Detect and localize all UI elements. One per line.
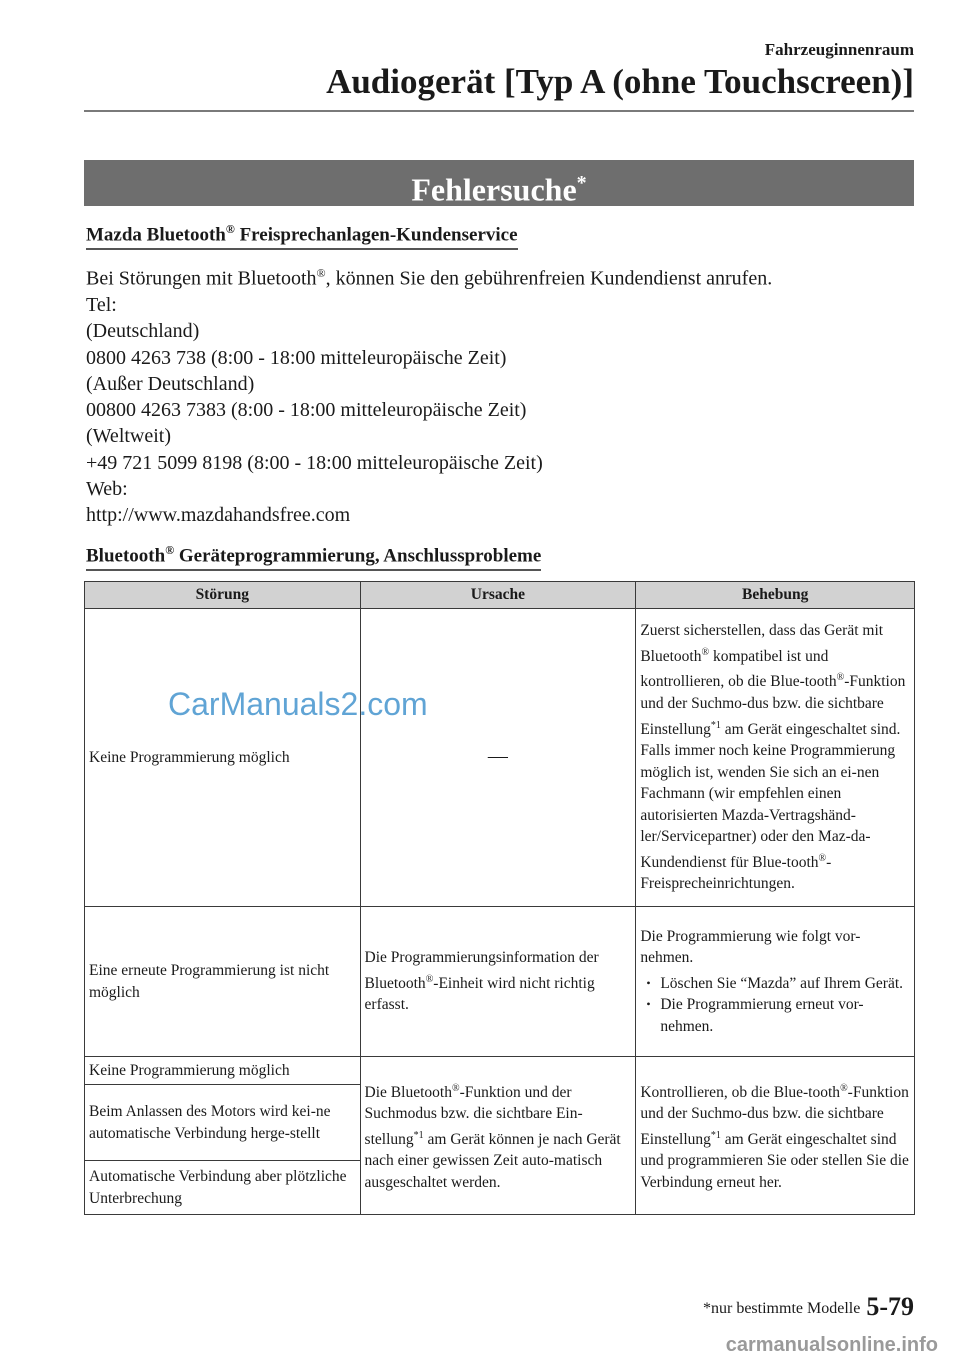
- heading-customer-service: Mazda Bluetooth® Freisprechanlagen-Kundenservice: [86, 222, 518, 250]
- troubleshooting-table: [84, 581, 915, 1215]
- table-row: [85, 1057, 915, 1085]
- row1-cause: —: [360, 609, 636, 907]
- header-divider: [84, 110, 914, 112]
- list-item: • Löschen Sie “Mazda” auf Ihrem Gerät.: [640, 973, 910, 995]
- de-label: (Deutschland): [86, 320, 200, 343]
- web-label: Web:: [86, 478, 128, 501]
- header-fix: Behebung: [636, 582, 915, 609]
- row2-fix-intro: Die Programmierung wie folgt vor-nehmen.: [640, 927, 861, 967]
- row2-fix: [636, 907, 915, 1057]
- abroad-number: 00800 4263 7383 (8:00 - 18:00 mitteleuropäische Zeit): [86, 399, 527, 422]
- watermark-logo: CarManuals2.com: [168, 686, 428, 722]
- row1-problem: Keine Programmierung möglich: [85, 609, 361, 907]
- table-row: [85, 907, 915, 1057]
- site-watermark: carmanualsonline.info: [725, 1334, 938, 1356]
- heading-pairing-problems: Bluetooth® Geräteprogrammierung, Anschlussprobleme: [86, 543, 541, 571]
- chapter-label: Fahrzeuginnenraum: [764, 40, 914, 59]
- banner-title: Fehlersuche: [411, 171, 577, 208]
- tel-label: Tel:: [86, 293, 117, 316]
- row2-cause: Die Programmierungsinformation der Bluetooth®-Einheit wird nicht richtig erfasst.: [360, 907, 636, 1057]
- row2-fix-steps: [640, 973, 910, 1038]
- de-number: 0800 4263 738 (8:00 - 18:00 mitteleuropäische Zeit): [86, 346, 507, 369]
- row3-problem-3: Automatische Verbindung aber plötzliche Unterbrechung: [85, 1161, 361, 1215]
- table-header-row: [85, 582, 915, 609]
- row3-cause: Die Bluetooth®-Funktion und der Suchmodus bzw. die sichtbare Ein-stellung$^{*1}$ am Gerät können je nach Gerät nach einer gewissen Zeit auto-matisch ausgeschaltet werden.: [360, 1057, 636, 1215]
- row1-fix: Zuerst sicherstellen, dass das Gerät mit Bluetooth® kompatibel ist und kontrollieren, ob die Blue-tooth®-Funktion und der Suchmo-dus bzw. die sichtbare Einstellung$^{*1}$ am Gerät eingeschaltet sind. Falls immer noch keine Programmierung möglich ist, wenden Sie sich an ei-nen Fachmann (wir empfehlen einen autorisierten Mazda-Vertragshänd-ler/Servicepartner) oder den Maz-da-Kundendienst für Blue-tooth®-Freisprecheinrichtungen.: [636, 609, 915, 907]
- list-item: • Die Programmierung erneut vor-nehmen.: [640, 994, 910, 1037]
- customer-service-text: [86, 260, 916, 529]
- header-problem: Störung: [85, 582, 361, 609]
- table-row: [85, 609, 915, 907]
- web-url: http://www.mazdahandsfree.com: [86, 504, 351, 527]
- row3-problem-1: Keine Programmierung möglich: [85, 1057, 361, 1085]
- page-title: Audiogerät [Typ A (ohne Touchscreen)]: [326, 62, 914, 101]
- abroad-label: (Außer Deutschland): [86, 372, 255, 395]
- banner-mark: *: [576, 172, 587, 194]
- row3-problem-2: Beim Anlassen des Motors wird kei-ne automatische Verbindung herge-stellt: [85, 1085, 361, 1161]
- world-number: +49 721 5099 8198 (8:00 - 18:00 mitteleuropäische Zeit): [86, 451, 543, 474]
- header-cause: Ursache: [360, 582, 636, 609]
- page-number: 5-79: [866, 1292, 914, 1321]
- footnote: *nur bestimmte Modelle: [703, 1300, 861, 1317]
- row2-problem: Eine erneute Programmierung ist nicht möglich: [85, 907, 361, 1057]
- world-label: (Weltweit): [86, 425, 172, 448]
- row3-fix: Kontrollieren, ob die Blue-tooth®-Funktion und der Suchmo-dus bzw. die sichtbare Einstellung$^{*1}$ am Gerät eingeschaltet sind und programmieren Sie oder stellen Sie die Verbindung erneut her.: [636, 1057, 915, 1215]
- section-banner: [84, 160, 914, 206]
- intro-line: Bei Störungen mit Bluetooth®, können Sie den gebührenfreien Kundendienst anrufen.: [86, 266, 773, 290]
